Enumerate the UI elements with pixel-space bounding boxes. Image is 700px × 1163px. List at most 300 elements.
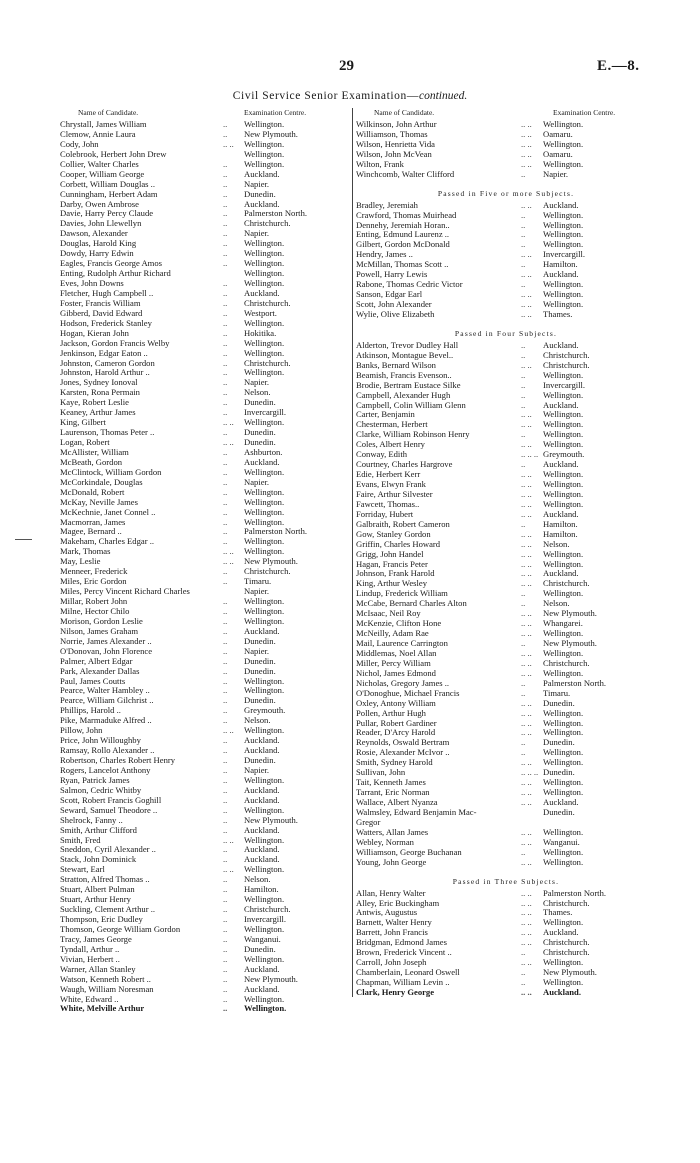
examination-centre: Wellington.	[543, 389, 584, 400]
candidate-name: Menneer, Frederick	[60, 566, 128, 577]
list-item	[60, 805, 340, 815]
leader-dots: .. ..	[521, 409, 532, 420]
candidate-name: Seward, Samuel Theodore ..	[60, 804, 158, 815]
candidate-name: Darby, Owen Ambrose	[60, 198, 139, 209]
list-item	[356, 269, 656, 279]
leader-dots: .. ..	[521, 359, 532, 370]
leader-dots: ..	[223, 327, 228, 338]
candidate-name: Gibberd, David Edward	[60, 307, 143, 318]
examination-centre: Auckland.	[244, 824, 280, 835]
leader-dots: ..	[223, 963, 228, 974]
candidate-name: Gilbert, Gordon McDonald	[356, 239, 450, 250]
list-item	[60, 685, 340, 695]
candidate-name: Mark, Thomas	[60, 546, 111, 557]
examination-centre: Napier.	[244, 476, 270, 487]
list-item	[60, 735, 340, 745]
list-item	[60, 228, 340, 238]
list-item	[60, 984, 340, 994]
leader-dots: .. ..	[521, 138, 532, 149]
examination-centre: Wellington.	[543, 826, 584, 837]
leader-dots: .. ..	[521, 119, 532, 129]
candidate-name: Tarrant, Eric Norman	[356, 787, 430, 798]
list-item	[356, 568, 656, 578]
list-item	[60, 854, 340, 864]
leader-dots: .. ..	[521, 757, 532, 768]
leader-dots: .. ..	[521, 836, 532, 847]
list-item	[60, 795, 340, 805]
examination-centre: Wellington.	[543, 479, 584, 489]
candidate-name: Brodie, Bertram Eustace Silke	[356, 379, 461, 390]
margin-rule	[15, 539, 32, 540]
examination-centre: Wellington.	[543, 369, 584, 380]
examination-centre: Napier.	[543, 168, 569, 179]
leader-dots: .. .. ..	[521, 767, 539, 778]
leader-dots: .. ..	[521, 727, 532, 738]
candidate-name: Barnett, Walter Henry	[356, 917, 432, 928]
examination-centre: Auckland.	[543, 568, 579, 579]
leader-dots: .. ..	[521, 887, 532, 898]
examination-centre: Palmerston North.	[543, 887, 607, 898]
examination-centre: Wellington.	[543, 219, 584, 230]
candidate-name: Reader, D'Arcy Harold	[356, 727, 436, 738]
list-item	[356, 200, 656, 210]
candidate-name: Miller, Percy William	[356, 657, 431, 668]
list-item	[60, 377, 340, 387]
examination-centre: Auckland.	[543, 199, 579, 210]
list-item	[60, 367, 340, 377]
leader-dots: ..	[223, 278, 228, 288]
leader-dots: ..	[223, 894, 228, 905]
list-item	[60, 179, 340, 189]
list-item	[356, 947, 656, 957]
list-item	[356, 350, 656, 360]
list-item	[356, 578, 656, 588]
candidate-name: Waugh, William Noresman	[60, 983, 154, 994]
leader-dots: .. ..	[521, 538, 532, 549]
leader-dots: ..	[223, 983, 228, 994]
candidate-name: Shelrock, Fanny ..	[60, 814, 123, 825]
candidate-name: Eagles, Francis George Amos	[60, 258, 162, 269]
examination-centre: Dunedin.	[244, 695, 276, 706]
leader-dots: .. ..	[521, 308, 532, 319]
name-column-header: Name of Candidate.	[78, 108, 139, 117]
leader-dots: .. ..	[521, 826, 532, 837]
candidate-name: King, Gilbert	[60, 417, 106, 428]
candidate-name: Miles, Percy Vincent Richard Charles	[60, 586, 190, 597]
candidate-name: Brown, Frederick Vincent ..	[356, 947, 452, 958]
leader-dots: .. ..	[521, 419, 532, 430]
leader-dots: ..	[223, 874, 228, 885]
examination-centre: Wellington.	[244, 417, 285, 428]
examination-centre: Auckland.	[244, 735, 280, 746]
leader-dots: ..	[521, 598, 526, 609]
leader-dots: ..	[223, 625, 228, 636]
left-candidate-list	[60, 119, 340, 1013]
leader-dots: .. ..	[521, 439, 532, 450]
list-item	[60, 775, 340, 785]
examination-centre: Wellington.	[244, 268, 285, 279]
candidate-name: Banks, Bernard Wilson	[356, 359, 436, 370]
list-item	[356, 727, 656, 737]
leader-dots: ..	[223, 228, 228, 239]
leader-dots: .. ..	[521, 707, 532, 718]
list-item	[356, 449, 656, 459]
leader-dots: .. ..	[521, 548, 532, 559]
leader-dots: ..	[223, 715, 228, 726]
list-item	[356, 608, 656, 618]
candidate-name: Scott, John Alexander	[356, 299, 432, 309]
title-continued: continued.	[418, 90, 468, 102]
list-item	[356, 409, 656, 419]
leader-dots: ..	[223, 605, 228, 616]
examination-centre: Auckland.	[244, 745, 280, 756]
candidate-name: Williamson, Thomas	[356, 128, 428, 139]
candidate-name: Tracy, James George	[60, 933, 132, 944]
list-item	[60, 606, 340, 616]
leader-dots: ..	[223, 526, 228, 537]
leader-dots: .. ..	[223, 864, 234, 875]
examination-centre: Christchurch.	[244, 297, 291, 308]
examination-centre: Wellington.	[543, 409, 584, 420]
leader-dots: ..	[223, 397, 228, 408]
candidate-name: Hagan, Francis Peter	[356, 558, 428, 569]
list-item	[60, 745, 340, 755]
list-item	[60, 646, 340, 656]
leader-dots: .. ..	[521, 148, 532, 159]
examination-centre: Auckland.	[543, 399, 579, 410]
candidate-name: Corbett, William Douglas ..	[60, 178, 155, 189]
leader-dots: .. ..	[223, 546, 234, 557]
examination-centre: Thames.	[543, 907, 573, 918]
examination-centre: Napier.	[244, 178, 270, 189]
leader-dots: .. ..	[223, 725, 234, 736]
leader-dots: .. ..	[521, 856, 532, 867]
examination-centre: Wellington.	[543, 856, 584, 867]
candidate-name: Rosie, Alexander McIvor ..	[356, 747, 450, 758]
five-subjects-list	[356, 200, 656, 319]
examination-centre: Nelson.	[543, 538, 570, 549]
examination-centre: Nelson.	[244, 874, 271, 885]
list-item	[356, 598, 656, 608]
examination-centre: Auckland.	[244, 844, 280, 855]
candidate-name: Stewart, Earl	[60, 864, 105, 875]
candidate-name: Chesterman, Herbert	[356, 419, 428, 430]
examination-centre: Wellington.	[244, 496, 285, 507]
section-heading-four-subjects: Passed in Four Subjects.	[454, 328, 558, 338]
leader-dots: ..	[521, 279, 526, 290]
leader-dots: .. ..	[223, 417, 234, 428]
list-item	[356, 299, 656, 309]
examination-centre: Auckland.	[543, 986, 581, 997]
leader-dots: .. ..	[223, 834, 234, 845]
examination-centre: Wellington.	[543, 229, 584, 240]
candidate-name: Pearce, William Gilchrist ..	[60, 695, 154, 706]
leader-dots: ..	[521, 349, 526, 360]
examination-centre: Timaru.	[543, 687, 571, 698]
examination-centre: Wanganui.	[543, 836, 580, 847]
candidate-name: Watters, Allan James	[356, 826, 429, 837]
list-item	[60, 666, 340, 676]
leader-dots: ..	[223, 794, 228, 805]
leader-dots: ..	[223, 804, 228, 815]
list-item	[60, 934, 340, 944]
examination-centre: Oamaru.	[543, 128, 573, 139]
candidate-name: Allan, Henry Walter	[356, 887, 426, 898]
candidate-name: McCabe, Bernard Charles Alton	[356, 598, 467, 609]
examination-centre: Wellington.	[244, 615, 285, 626]
list-item	[60, 526, 340, 536]
list-item	[60, 238, 340, 248]
examination-centre: Wellington.	[244, 685, 285, 696]
leader-dots: ..	[223, 576, 228, 587]
list-item	[356, 159, 656, 169]
candidate-name: Sneddon, Cyril Alexander ..	[60, 844, 156, 855]
candidate-name: Griffin, Charles Howard	[356, 538, 441, 549]
candidate-name: Cody, John	[60, 138, 99, 149]
candidate-name: Milne, Hector Chilo	[60, 605, 130, 616]
leader-dots: .. ..	[521, 498, 532, 509]
examination-centre: Wellington.	[543, 209, 584, 220]
list-item	[60, 268, 340, 278]
list-item	[356, 658, 656, 668]
leader-dots: ..	[223, 566, 228, 577]
examination-centre: Wellington.	[543, 977, 584, 987]
leader-dots: ..	[521, 518, 526, 529]
leader-dots: ..	[223, 884, 228, 895]
list-item	[356, 220, 656, 230]
candidate-name: Paul, James Coutts	[60, 675, 126, 686]
examination-centre: Palmerston North.	[244, 208, 308, 219]
list-item	[356, 309, 656, 319]
leader-dots: ..	[223, 427, 228, 438]
right-column	[352, 108, 656, 997]
leader-dots: ..	[521, 369, 526, 380]
candidate-name: King, Arthur Wesley	[356, 578, 427, 589]
leader-dots: ..	[223, 258, 228, 269]
leader-dots: ..	[223, 297, 228, 308]
list-item	[356, 459, 656, 469]
examination-centre: Wellington.	[244, 317, 285, 328]
candidate-name: Eves, John Downs	[60, 278, 124, 288]
candidate-name: Beamish, Francis Evenson..	[356, 369, 452, 380]
examination-centre: Wellington.	[244, 248, 285, 259]
examination-centre: Wellington.	[543, 647, 584, 658]
list-item	[356, 489, 656, 499]
candidate-name: Foster, Francis William	[60, 297, 141, 308]
examination-centre: Wellington.	[543, 558, 584, 569]
list-item	[60, 536, 340, 546]
leader-dots: ..	[223, 407, 228, 418]
examination-centre: Dunedin.	[244, 665, 276, 676]
candidate-name: Watson, Kenneth Robert ..	[60, 973, 151, 984]
list-item	[60, 954, 340, 964]
leader-dots: ..	[223, 695, 228, 706]
list-item	[60, 457, 340, 467]
list-item	[356, 977, 656, 987]
list-item	[356, 708, 656, 718]
examination-centre: Wellington.	[244, 506, 285, 517]
list-item	[356, 479, 656, 489]
candidate-name: Middlemas, Noel Allan	[356, 647, 437, 658]
leader-dots: .. ..	[521, 299, 532, 309]
examination-centre: Wellington.	[543, 289, 584, 300]
candidate-name: Smith, Fred	[60, 834, 101, 845]
examination-centre: Christchurch.	[543, 657, 590, 668]
candidate-name: O'Donovan, John Florence	[60, 645, 153, 656]
examination-centre: Wellington.	[543, 119, 584, 129]
list-item	[60, 815, 340, 825]
leader-dots: .. ..	[521, 578, 532, 589]
list-item	[356, 539, 656, 549]
candidate-name: Grigg, John Handel	[356, 548, 424, 559]
examination-centre: Nelson.	[244, 715, 271, 726]
leader-dots: .. ..	[521, 657, 532, 668]
list-item	[60, 874, 340, 884]
candidate-name: McKay, Neville James	[60, 496, 138, 507]
leader-dots: ..	[223, 635, 228, 646]
leader-dots: ..	[223, 387, 228, 398]
list-item	[60, 437, 340, 447]
list-item	[356, 807, 656, 817]
examination-centre: Auckland.	[543, 508, 579, 519]
leader-dots: ..	[223, 516, 228, 527]
leader-dots: ..	[223, 128, 228, 139]
examination-centre: Dunedin.	[244, 755, 276, 765]
examination-centre: Wellington.	[543, 279, 584, 290]
list-item	[60, 596, 340, 606]
candidate-name: Pearce, Walter Hambley ..	[60, 685, 150, 696]
list-item	[356, 847, 656, 857]
examination-centre: Hamilton.	[543, 518, 578, 529]
left-column-header	[60, 108, 340, 119]
list-item	[60, 497, 340, 507]
examination-centre: Greymouth.	[244, 705, 286, 716]
examination-centre: Wellington.	[244, 536, 285, 547]
examination-centre: Wellington.	[543, 917, 584, 928]
list-item	[356, 559, 656, 569]
candidate-name: Laurenson, Thomas Peter ..	[60, 427, 155, 438]
list-item	[356, 469, 656, 479]
candidate-name: Clarke, William Robinson Henry	[356, 429, 470, 440]
examination-centre: Greymouth.	[543, 449, 585, 460]
leader-dots: ..	[521, 379, 526, 390]
candidate-name: Reynolds, Oswald Bertram	[356, 737, 450, 748]
leader-dots: .. ..	[521, 128, 532, 139]
leader-dots: ..	[223, 784, 228, 795]
leader-dots: ..	[223, 914, 228, 924]
examination-centre: Wellington.	[244, 725, 285, 736]
candidate-name: McCorkindale, Douglas	[60, 476, 143, 487]
leader-dots: ..	[223, 238, 228, 249]
examination-centre: Nelson.	[244, 387, 271, 398]
list-item	[356, 718, 656, 728]
examination-centre: Dunedin.	[244, 655, 276, 666]
leader-dots: .. ..	[521, 618, 532, 629]
list-item	[356, 777, 656, 787]
candidate-name: Johnston, Cameron Gordon	[60, 357, 155, 368]
leader-dots: ..	[223, 685, 228, 696]
list-item	[60, 477, 340, 487]
leader-dots: ..	[223, 953, 228, 964]
candidate-name: Rabone, Thomas Cedric Victor	[356, 279, 463, 290]
examination-centre: Wellington.	[244, 119, 285, 129]
examination-centre: Wellington.	[244, 347, 285, 358]
leader-dots: .. ..	[521, 608, 532, 619]
candidate-name: Pike, Marmaduke Alfred ..	[60, 715, 152, 726]
candidate-name: Hendry, James ..	[356, 249, 413, 260]
candidate-name: Johnston, Harold Arthur ..	[60, 367, 150, 378]
leader-dots: .. ..	[521, 927, 532, 938]
leader-dots: ..	[223, 735, 228, 746]
examination-centre: Wellington.	[543, 488, 584, 499]
candidate-name: Dowdy, Harry Edwin	[60, 248, 134, 259]
examination-centre: Auckland.	[244, 456, 280, 467]
examination-centre: Napier.	[244, 764, 270, 775]
list-item	[356, 937, 656, 947]
examination-centre: Wellington.	[543, 588, 584, 599]
leader-dots: ..	[223, 456, 228, 467]
leader-dots: .. ..	[521, 558, 532, 569]
examination-centre: Hamilton.	[543, 259, 578, 270]
examination-centre: Dunedin.	[543, 767, 575, 778]
candidate-name: Crawford, Thomas Muirhead	[356, 209, 457, 220]
list-item	[356, 360, 656, 370]
list-item	[356, 390, 656, 400]
candidate-name: Stuart, Arthur Henry	[60, 894, 131, 905]
list-item	[60, 447, 340, 457]
examination-centre: Auckland.	[543, 269, 579, 280]
examination-centre: Wellington.	[543, 419, 584, 430]
examination-centre: Christchurch.	[543, 937, 590, 948]
list-item	[60, 904, 340, 914]
candidate-name: Ramsay, Rollo Alexander ..	[60, 745, 155, 756]
leader-dots: .. ..	[521, 897, 532, 908]
list-item	[60, 159, 340, 169]
candidate-name: Palmer, Albert Edgar	[60, 655, 133, 666]
list-item	[60, 695, 340, 705]
list-item	[60, 676, 340, 686]
candidate-name: Alley, Eric Buckingham	[356, 897, 440, 908]
candidate-name: Barrett, John Francis	[356, 927, 428, 938]
list-item	[60, 964, 340, 974]
list-item	[60, 199, 340, 209]
list-item	[356, 499, 656, 509]
list-item	[60, 119, 340, 129]
examination-centre: Wellington.	[543, 239, 584, 250]
examination-centre: Auckland.	[244, 198, 280, 209]
candidate-name: Williamson, George Buchanan	[356, 846, 462, 857]
examination-centre: Wellington.	[244, 337, 285, 348]
candidate-name: McIsaac, Neil Roy	[356, 608, 421, 619]
leader-dots: ..	[521, 429, 526, 440]
examination-centre: Invercargill.	[543, 249, 586, 260]
candidate-name: Webley, Norman	[356, 836, 414, 847]
list-item	[356, 737, 656, 747]
leader-dots: ..	[521, 977, 526, 987]
candidate-name: Pollen, Arthur Hugh	[356, 707, 426, 718]
list-item	[356, 588, 656, 598]
centre-column-header: Examination Centre.	[244, 108, 307, 117]
candidate-name: Macmorran, James	[60, 516, 126, 527]
candidate-name: Jenkinson, Edgar Eaton ..	[60, 347, 148, 358]
examination-centre: Wellington.	[543, 727, 584, 738]
list-item	[60, 884, 340, 894]
examination-centre: Wellington.	[244, 993, 285, 1004]
candidate-name: Fletcher, Hugh Campbell ..	[60, 287, 154, 298]
list-item	[60, 407, 340, 417]
leader-dots: ..	[521, 389, 526, 400]
list-item	[60, 338, 340, 348]
